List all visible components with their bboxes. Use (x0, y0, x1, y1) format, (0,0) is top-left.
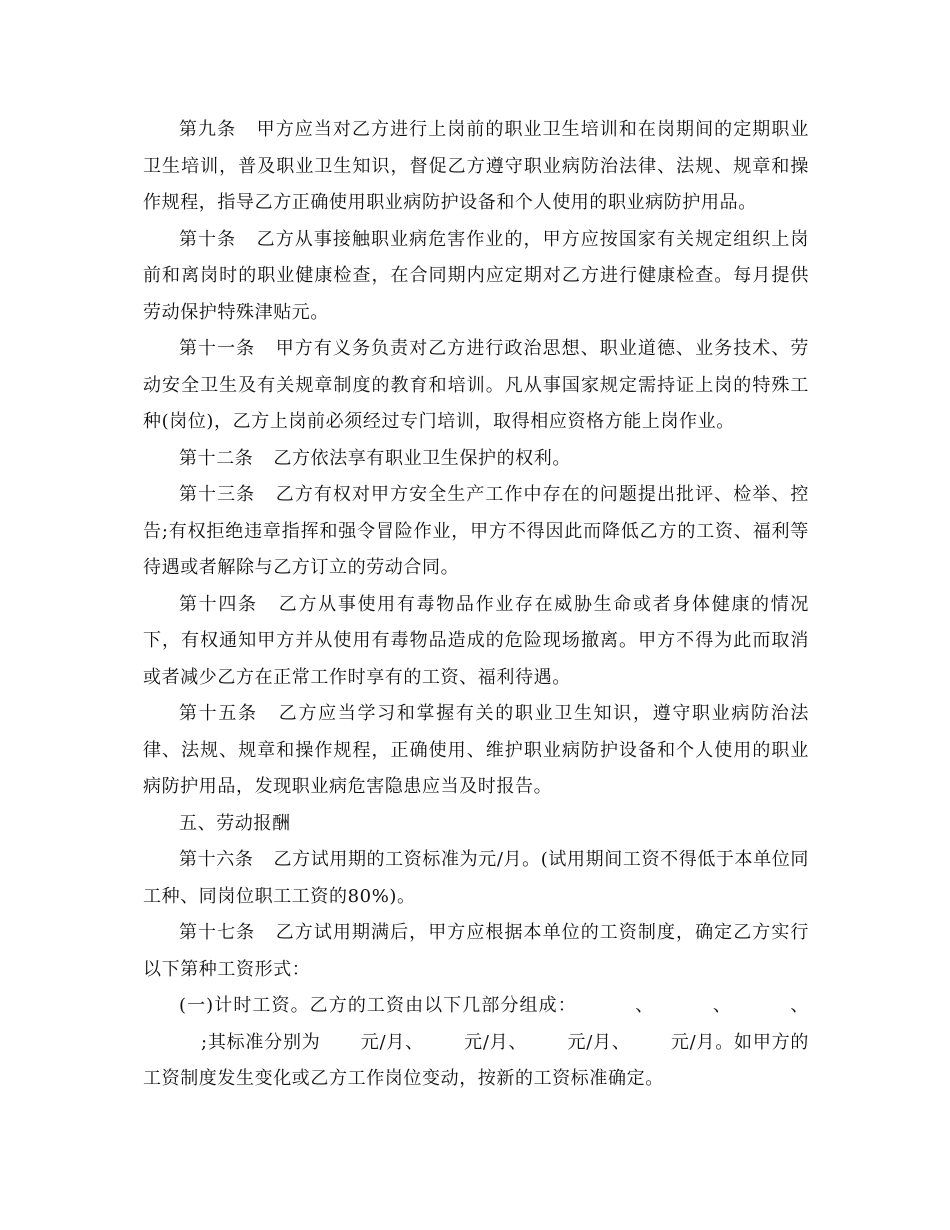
standard-prefix: 其标准分别为 (207, 1031, 321, 1053)
article-10 (143, 222, 809, 332)
article-15 (143, 696, 809, 806)
separator: 、 (634, 995, 655, 1016)
unit: 元/月。 (670, 1031, 735, 1053)
article-text: 乙方依法享有职业卫生保护的权利。 (273, 447, 572, 469)
article-14 (143, 587, 809, 697)
clause-tail: 如甲方的工资制度发生变化或乙方工作岗位变动，按新的工资标准确定。 (143, 1031, 809, 1089)
article-text: 甲方有义务负责对乙方进行政治思想、职业道德、业务技术、劳动安全卫生及有关规章制度的教育和培训。凡从事国家规定需持证上岗的特殊工种(岗位)，乙方上岗前必须经过专门培训，取得相应资格方能上岗作业。 (143, 338, 809, 432)
article-label: 第十条 (179, 228, 237, 250)
article-17 (143, 915, 809, 988)
article-label: 第十五条 (179, 703, 258, 724)
separator: 、 (712, 995, 732, 1016)
unit: 元/月、 (463, 1031, 528, 1053)
unit: 元/月、 (360, 1031, 424, 1053)
article-label: 第九条 (179, 119, 237, 140)
contract-body (143, 112, 809, 1098)
article-text: 乙方从事使用有毒物品作业存在威胁生命或者身体健康的情况下，有权通知甲方并从使用有毒物品造成的危险现场撤离。甲方不得为此而取消或者减少乙方在正常工作时享有的工资、福利待遇。 (143, 593, 809, 688)
article-text: 甲方应当对乙方进行上岗前的职业卫生培训和在岗期间的定期职业卫生培训，普及职业卫生知识，督促乙方遵守职业病防治法律、法规、规章和操作规程，指导乙方正确使用职业病防护设备和个人使用的职业病防护用品。 (143, 119, 809, 213)
article-label: 第十二条 (179, 447, 254, 469)
section-heading: 五、劳动报酬 (179, 812, 291, 834)
article-9 (143, 112, 809, 222)
article-16 (143, 842, 809, 915)
article-label: 第十一条 (179, 338, 256, 359)
article-12 (143, 441, 809, 478)
article-label: 第十四条 (179, 593, 258, 615)
article-text: 乙方从事接触职业病危害作业的，甲方应按国家有关规定组织上岗前和离岗时的职业健康检查，在合同期内应定期对乙方进行健康检查。每月提供劳动保护特殊津贴元。 (143, 228, 809, 323)
clause-hourly-wage (143, 988, 809, 1098)
article-13 (143, 477, 809, 587)
separator: 、 (789, 995, 809, 1016)
article-text: 乙方应当学习和掌握有关的职业卫生知识，遵守职业病防治法律、法规、规章和操作规程，正确使用、维护职业病防护设备和个人使用的职业病防护用品，发现职业病危害隐患应当及时报告。 (143, 703, 809, 797)
end-mark: ; (201, 1031, 208, 1053)
article-11 (143, 331, 809, 441)
article-text: 乙方试用期的工资标准为元/月。(试用期间工资不得低于本单位同工种、同岗位职工工资的80%)。 (143, 849, 809, 907)
article-text: 乙方有权对甲方安全生产工作中存在的问题提出批评、检举、控告;有权拒绝违章指挥和强令冒险作业，甲方不得因此而降低乙方的工资、福利等待遇或者解除与乙方订立的劳动合同。 (143, 484, 809, 578)
article-label: 第十三条 (179, 484, 256, 505)
article-label: 第十七条 (179, 922, 256, 943)
clause-intro: (一)计时工资。乙方的工资由以下几部分组成： (179, 995, 577, 1016)
article-text: 乙方试用期满后，甲方应根据本单位的工资制度，确定乙方实行以下第种工资形式： (143, 922, 809, 980)
unit: 元/月、 (567, 1031, 631, 1053)
article-label: 第十六条 (179, 849, 254, 870)
